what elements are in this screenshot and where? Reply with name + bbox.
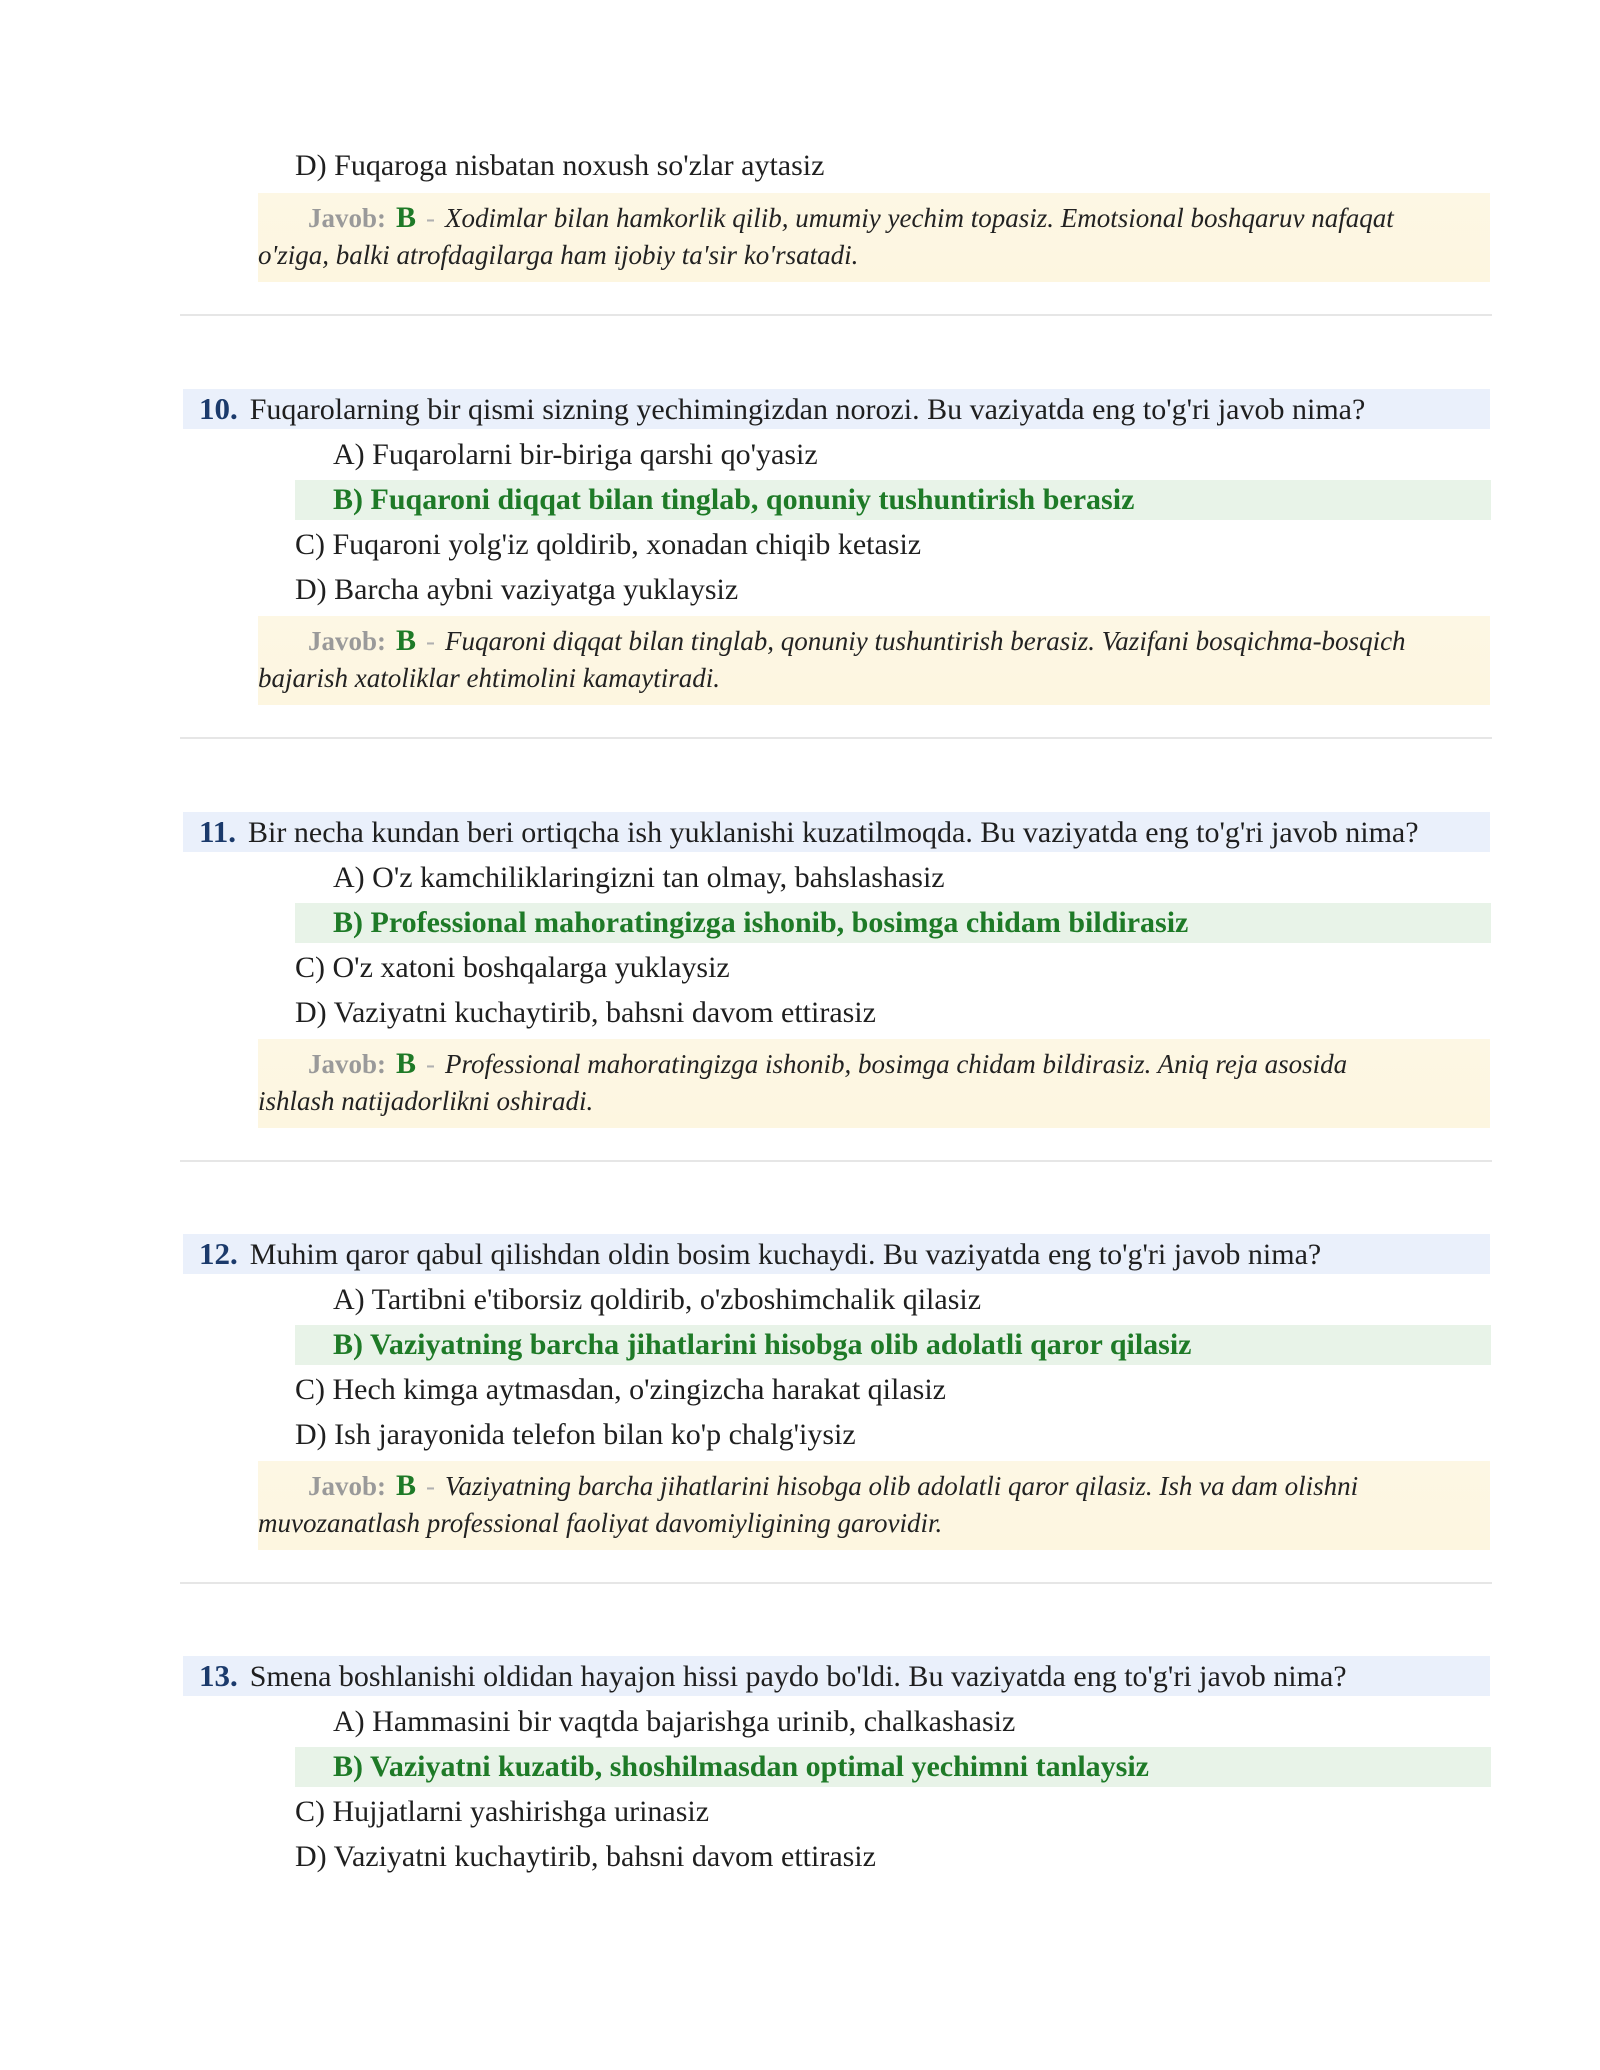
answer-label: Javob: <box>308 1049 387 1079</box>
question-text: Smena boshlanishi oldidan hayajon hissi paydo bo'ldi. Bu vaziyatda eng to'g'ri javob nima? <box>249 1660 1347 1693</box>
option-b-correct: B) Vaziyatni kuzatib, shoshilmasdan optimal yechimni tanlaysiz <box>295 1747 1491 1787</box>
answer-dash: - <box>426 1049 436 1079</box>
option-b-correct: B) Vaziyatning barcha jihatlarini hisobga olib adolatli qaror qilasiz <box>295 1325 1491 1365</box>
answer-text-line2: muvozanatlash professional faoliyat davomiyligining garovidir. <box>258 1508 943 1538</box>
divider <box>180 737 1492 739</box>
question-number: 10. <box>199 391 238 426</box>
answer-line1 <box>258 1045 1480 1083</box>
option-b-correct: B) Fuqaroni diqqat bilan tinglab, qonuniy tushuntirish berasiz <box>295 480 1491 520</box>
option-a: A) Hammasini bir vaqtda bajarishga urinib, chalkashasiz <box>333 1705 1016 1738</box>
answer-letter: B <box>396 624 417 657</box>
question-header-12 <box>183 1234 1490 1274</box>
answer-box <box>258 1461 1490 1550</box>
question-header-13 <box>183 1656 1490 1696</box>
prev-answer-line1 <box>258 199 1480 237</box>
answer-line1 <box>258 1467 1480 1505</box>
question-number: 12. <box>199 1236 238 1271</box>
divider <box>180 1160 1492 1162</box>
answer-text-line1: Fuqaroni diqqat bilan tinglab, qonuniy tushuntirish berasiz. Vazifani bosqichma-bosqich <box>445 626 1406 656</box>
question-text: Muhim qaror qabul qilishdan oldin bosim kuchaydi. Bu vaziyatda eng to'g'ri javob nima? <box>249 1238 1322 1271</box>
divider <box>180 1582 1492 1584</box>
answer-text-line2: ishlash natijadorlikni oshiradi. <box>258 1086 594 1116</box>
answer-letter: B <box>396 201 417 234</box>
option-a: A) O'z kamchiliklaringizni tan olmay, bahslashasiz <box>333 861 945 894</box>
option-c: C) Fuqaroni yolg'iz qoldirib, xonadan chiqib ketasiz <box>295 528 922 561</box>
question-number: 11. <box>199 814 237 849</box>
answer-label: Javob: <box>308 1471 387 1501</box>
option-a: A) Fuqarolarni bir-biriga qarshi qo'yasiz <box>333 438 818 471</box>
question-text: Fuqarolarning bir qismi sizning yechimingizdan norozi. Bu vaziyatda eng to'g'ri javob nima? <box>249 393 1366 426</box>
answer-box <box>258 1039 1490 1128</box>
answer-text-line1: Professional mahoratingizga ishonib, bosimga chidam bildirasiz. Aniq reja asosida <box>445 1049 1348 1079</box>
answer-box <box>258 616 1490 705</box>
answer-line1 <box>258 622 1480 660</box>
answer-dash: - <box>426 1471 436 1501</box>
option-a: A) Tartibni e'tiborsiz qoldirib, o'zboshimchalik qilasiz <box>333 1283 982 1316</box>
answer-label: Javob: <box>308 626 387 656</box>
question-header-11 <box>183 812 1490 852</box>
option-d: D) Vaziyatni kuchaytirib, bahsni davom ettirasiz <box>295 1840 876 1873</box>
option-c: C) Hujjatlarni yashirishga urinasiz <box>295 1795 710 1828</box>
divider <box>180 314 1492 316</box>
option-c: C) Hech kimga aytmasdan, o'zingizcha harakat qilasiz <box>295 1373 946 1406</box>
prev-option-d: D) Fuqaroga nisbatan noxush so'zlar aytasiz <box>295 149 825 182</box>
option-c: C) O'z xatoni boshqalarga yuklaysiz <box>295 951 730 984</box>
answer-dash: - <box>426 203 436 233</box>
answer-text-line1: Vaziyatning barcha jihatlarini hisobga olib adolatli qaror qilasiz. Ish va dam olishni <box>445 1471 1359 1501</box>
option-d: D) Ish jarayonida telefon bilan ko'p chalg'iysiz <box>295 1418 856 1451</box>
question-number: 13. <box>199 1658 238 1693</box>
answer-dash: - <box>426 626 436 656</box>
answer-label: Javob: <box>308 203 387 233</box>
question-header-10 <box>183 389 1490 429</box>
prev-answer-box <box>258 193 1490 282</box>
answer-letter: B <box>396 1469 417 1502</box>
answer-letter: B <box>396 1047 417 1080</box>
option-b-correct: B) Professional mahoratingizga ishonib, bosimga chidam bildirasiz <box>295 903 1491 943</box>
answer-text-line1: Xodimlar bilan hamkorlik qilib, umumiy yechim topasiz. Emotsional boshqaruv nafaqat <box>445 203 1394 233</box>
answer-text-line2: bajarish xatoliklar ehtimolini kamaytiradi. <box>258 663 720 693</box>
question-text: Bir necha kundan beri ortiqcha ish yuklanishi kuzatilmoqda. Bu vaziyatda eng to'g'ri javob nima? <box>248 816 1419 849</box>
answer-text-line2: o'ziga, balki atrofdagilarga ham ijobiy ta'sir ko'rsatadi. <box>258 240 859 270</box>
option-d: D) Vaziyatni kuchaytirib, bahsni davom ettirasiz <box>295 996 876 1029</box>
option-d: D) Barcha aybni vaziyatga yuklaysiz <box>295 573 739 606</box>
